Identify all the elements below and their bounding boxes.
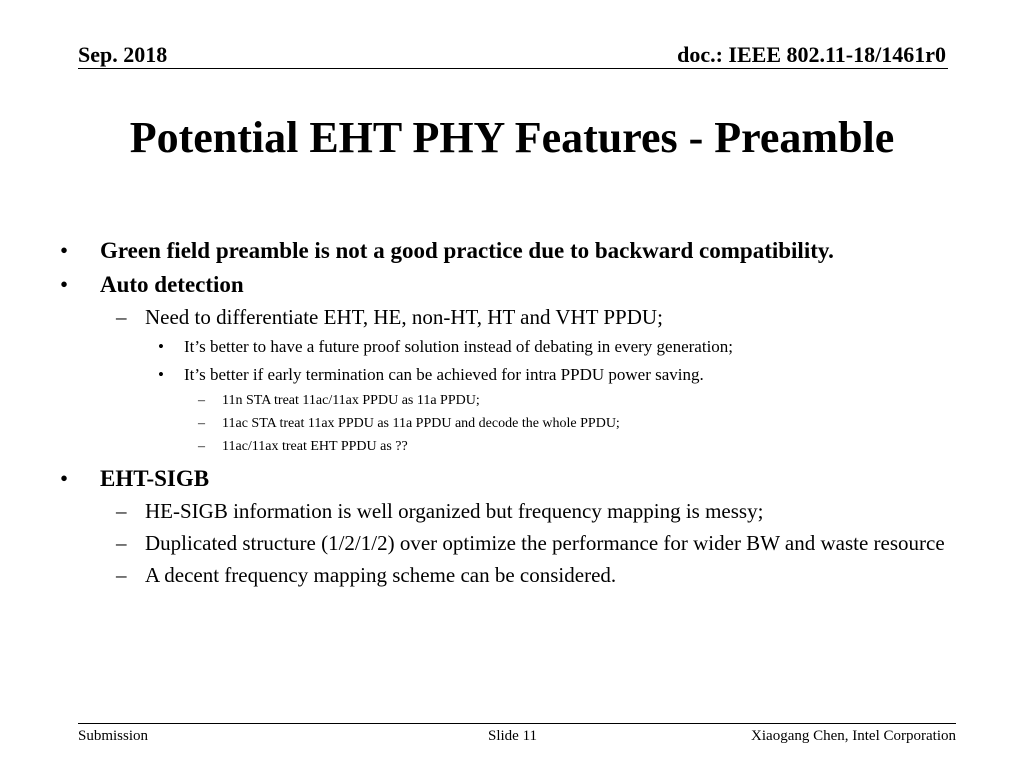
sub-sub-bullet-text: It’s better if early termination can be achieved for intra PPDU power saving. [184,365,704,384]
footer-author: Xiaogang Chen, Intel Corporation [751,728,956,744]
sub-sub-bullet-item [60,364,960,386]
sub-bullet-item [60,530,960,556]
level4-bullet-item [60,415,960,433]
header-divider [78,68,948,69]
dash-marker: – [116,531,127,555]
sub-sub-bullet-text: It’s better to have a future proof solution instead of debating in every generation; [184,337,734,356]
level4-bullet-text: 11n STA treat 11ac/11ax PPDU as 11a PPDU; [222,393,480,408]
bullet-item [60,464,960,494]
level4-bullet-text: 11ac STA treat 11ax PPDU as 11a PPDU and decode the whole PPDU; [222,416,620,431]
footer-divider [78,723,956,724]
sub-bullet-item [60,304,960,330]
footer-submission: Submission [78,728,149,744]
bullet-marker: • [60,238,69,263]
sub-bullet-text: A decent frequency mapping scheme can be considered. [145,563,617,587]
level4-bullet-text: 11ac/11ax treat EHT PPDU as ?? [222,439,408,454]
sub-bullet-item [60,562,960,588]
dash-marker: – [198,393,205,408]
bullet-text: EHT-SIGB [100,466,210,491]
header-date: Sep. 2018 [78,42,168,67]
bullet-item [60,236,960,266]
bullet-marker: • [60,466,69,491]
sub-bullet-text: HE-SIGB information is well organized but frequency mapping is messy; [145,499,764,523]
bullet-marker: • [158,337,164,356]
sub-bullet-item [60,498,960,524]
dash-marker: – [198,439,205,454]
bullet-text: Auto detection [100,272,244,297]
header-doc-number: doc.: IEEE 802.11-18/1461r0 [677,42,946,67]
sub-sub-bullet-item [60,336,960,358]
sub-bullet-text: Duplicated structure (1/2/1/2) over optimize the performance for wider BW and waste resource [145,531,945,555]
dash-marker: – [116,499,127,523]
dash-marker: – [198,416,205,431]
slide-number: Slide 11 [488,728,538,744]
bullet-item [60,270,960,300]
slide-body [60,236,960,594]
level4-bullet-item [60,438,960,456]
sub-bullet-text: Need to differentiate EHT, HE, non-HT, HT and VHT PPDU; [145,305,663,329]
level4-bullet-item [60,392,960,410]
dash-marker: – [116,305,127,329]
bullet-text: Green field preamble is not a good practice due to backward compatibility. [100,238,834,263]
bullet-marker: • [158,365,164,384]
slide-title: Potential EHT PHY Features - Preamble [129,113,895,162]
bullet-marker: • [60,272,69,297]
dash-marker: – [116,563,127,587]
